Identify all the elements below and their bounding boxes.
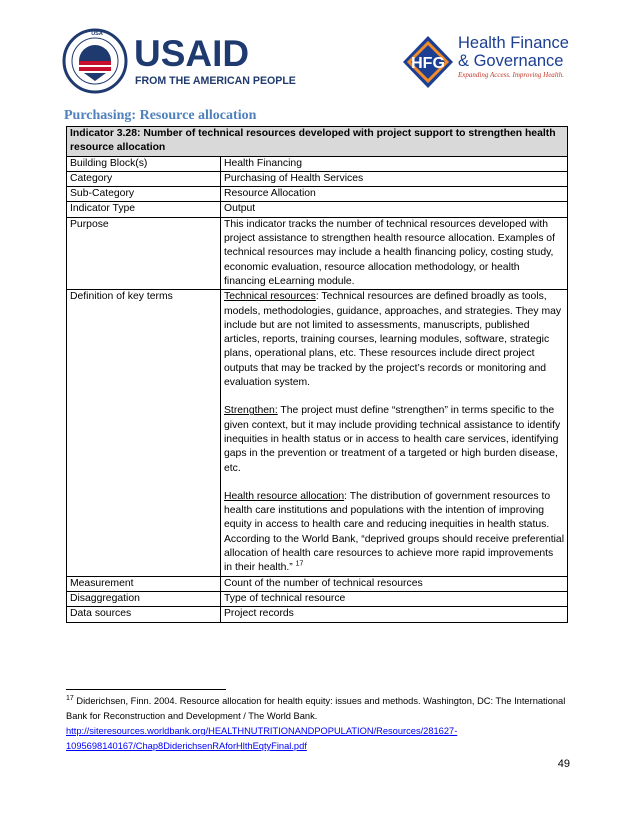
row-value: Resource Allocation (221, 187, 568, 202)
footnote (66, 694, 571, 754)
footnote-link[interactable]: http://siteresources.worldbank.org/HEALTHNUTRITIONANDPOPULATION/Resources/281627-1095698140167/Chap8DiderichsenRAforHlthEqtyFinal.pdf (66, 726, 458, 751)
definition-paragraph: Health resource allocation: The distribution of government resources to health care institutions and populations with the intention of improving equity in access to health care and reducing inequities in health status. According to the World Bank, “deprived groups should receive preferential allocation of health care resources to achieve more rapid improvements in their health.” $^{17}$ (224, 490, 564, 574)
row-value: Count of the number of technical resources (221, 576, 568, 591)
indicator-title-row (67, 127, 568, 157)
definition-term: Health resource allocation (224, 490, 345, 502)
table-row (67, 171, 568, 186)
table-row (67, 591, 568, 606)
definition-paragraph: Strengthen: The project must define “strengthen” in terms specific to the given context, but it may include providing technical assistance to identify inequities in health status or in access to health care services, identifying gaps in the prevention or treatment of a targeted or high burden disease, etc. (224, 405, 561, 474)
table-row (67, 202, 568, 217)
page-number: 49 (557, 758, 570, 770)
definition-term: Technical resources (224, 291, 316, 303)
row-label: Sub-Category (67, 187, 221, 202)
footnote-number: 17 (66, 694, 74, 702)
row-label: Building Block(s) (67, 156, 221, 171)
row-label: Data sources (67, 607, 221, 622)
table-row (67, 187, 568, 202)
hfg-logo (398, 26, 583, 96)
row-label: Disaggregation (67, 591, 221, 606)
row-value: Health Financing (221, 156, 568, 171)
indicator-title: Indicator 3.28: Number of technical resources developed with project support to strengthen health resource allocation (67, 127, 568, 157)
row-label: Purpose (67, 217, 221, 289)
section-title: Purchasing: Resource allocation (64, 108, 257, 123)
usaid-logo (62, 26, 296, 96)
row-value: This indicator tracks the number of technical resources developed with project assistance to strengthen health resource allocation. Examples of technical resources may include a health financing policy, costing study, economic evaluation, resource allocation methodology, or health financing eLearning module. (221, 217, 568, 289)
page-header (0, 0, 638, 100)
definitions-content (224, 290, 564, 575)
usaid-wordmark: USAID (134, 33, 250, 74)
table-row (67, 217, 568, 289)
hfg-line1: Health Finance (458, 34, 569, 52)
hfg-tagline: Expanding Access. Improving Health. (458, 71, 564, 79)
hfg-line2: & Governance (458, 52, 564, 70)
definition-term: Strengthen: (224, 405, 278, 417)
hfg-monogram: HFG (411, 55, 445, 72)
footnote-ref[interactable]: 17 (295, 560, 304, 568)
indicator-table (66, 126, 568, 623)
row-label: Measurement (67, 576, 221, 591)
row-value: Purchasing of Health Services (221, 171, 568, 186)
table-row-definitions (67, 290, 568, 576)
svg-text:USA: USA (91, 31, 103, 37)
row-value: Output (221, 202, 568, 217)
table-row (67, 156, 568, 171)
row-label: Category (67, 171, 221, 186)
row-value (221, 290, 568, 576)
table-row (67, 607, 568, 622)
row-value: Project records (221, 607, 568, 622)
row-value: Type of technical resource (221, 591, 568, 606)
row-label: Indicator Type (67, 202, 221, 217)
footnote-rule (66, 689, 226, 690)
definition-paragraph: Technical resources: Technical resources are defined broadly as tools, models, methodologies, guidance, approaches, and strategies. They may include but are not limited to assessments, manuscripts, published articles, reports, training courses, learning modules, software, strategic plans, operational plans, etc. These resources include direct project outputs that may be tracked by the project’s records or monitoring and evaluation system. (224, 291, 562, 389)
row-label: Definition of key terms (67, 290, 221, 576)
footnote-text: Diderichsen, Finn. 2004. Resource allocation for health equity: issues and methods. Washington, DC: The International Bank for Reconstruction and Development / The World Bank. (66, 696, 566, 721)
usaid-tagline: FROM THE AMERICAN PEOPLE (135, 75, 296, 87)
table-row (67, 576, 568, 591)
